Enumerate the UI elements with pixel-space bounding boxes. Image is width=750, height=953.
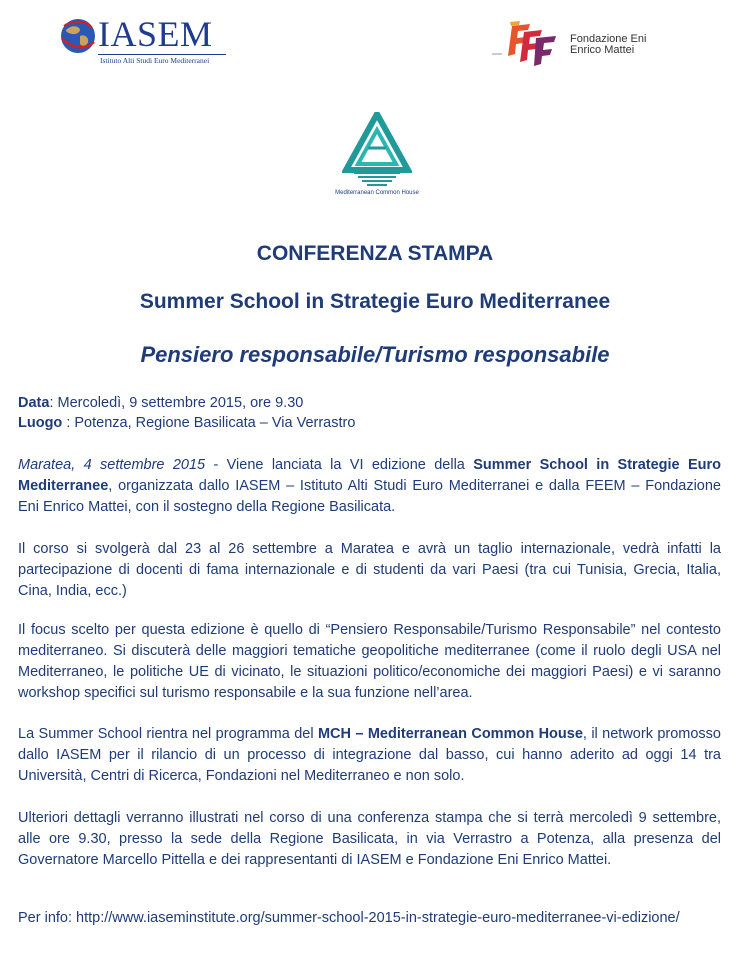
date-label: Data: [18, 395, 50, 411]
iasem-tagline: Istituto Alti Studi Euro Mediterranei: [100, 56, 210, 65]
paragraph-mch: [18, 724, 721, 787]
date-value: : Mercoledì, 9 settembre 2015, ore 9.30: [49, 395, 304, 411]
intro-text-a: - Viene lanciata la VI edizione della: [205, 457, 474, 473]
feem-logo: [490, 18, 670, 70]
paragraph-intro: [18, 455, 721, 518]
paragraph-course: Il corso si svolgerà dal 23 al 26 settembre a Maratea e avrà un taglio internazionale, vedrà infatti la partecipazione di docenti di fama internazionale e di studenti da vari Paesi (tra cui Tunisia, Grecia, Italia, Cina, India, ecc.): [18, 541, 721, 599]
mch-text-a: La Summer School rientra nel programma del: [18, 726, 318, 742]
place-line: [18, 413, 355, 433]
paragraph-info: [18, 908, 721, 929]
paragraph-press-conference: Ulteriori dettagli verranno illustrati nel corso di una conferenza stampa che si terrà mercoledì 9 settembre, alle ore 9.30, presso la sede della Regione Basilicata, in via Verrastro a Potenza, alla presenza del Governatore Marcello Pittella e dei rappresentanti di IASEM e Fondazione Eni Enrico Mattei.: [18, 810, 721, 868]
globe-icon: [58, 16, 98, 56]
iasem-wordmark: IASEM: [98, 14, 213, 54]
iasem-logo: [58, 14, 228, 65]
dateline: Maratea, 4 settembre 2015: [18, 457, 206, 473]
place-label: Luogo: [18, 415, 63, 431]
mch-logo: [332, 112, 422, 198]
info-label: Per info:: [18, 910, 72, 926]
document-subtitle: Summer School in Strategie Euro Mediterranee: [139, 290, 611, 313]
logo-rule: [98, 54, 226, 55]
info-link[interactable]: http://www.iaseminstitute.org/summer-school-2015-in-strategie-euro-mediterranee-vi-edizione/: [76, 910, 680, 926]
intro-text-b: , organizzata dallo IASEM – Istituto Alti Studi Euro Mediterranei e dalla FEEM – Fondazione Eni Enrico Mattei, con il sostegno della Regione Basilicata.: [18, 478, 721, 515]
feem-logo-text: [570, 34, 646, 56]
mch-caption: Mediterranean Common House: [335, 190, 419, 196]
document-theme: Pensiero responsabile/Turismo responsabile: [140, 342, 610, 367]
feem-line-1: Fondazione Eni: [570, 33, 647, 45]
mch-name: MCH – Mediterranean Common House: [317, 726, 583, 742]
summer-school-name: Summer School in Strategie Euro Mediterranee: [18, 457, 721, 494]
paragraph-focus: Il focus scelto per questa edizione è quello di “Pensiero Responsabile/Turismo Responsabile” nel contesto mediterraneo. Si discuterà delle maggiori tematiche geopolitiche mediterranee (come il ruolo degli USA nel Mediterraneo, le politiche UE di vicinato, le situazioni politico/economiche dei maggiori Paesi) e vi saranno workshop specifici sul turismo responsabile e la sua funzione nell’area.: [18, 622, 721, 701]
triangle-icon: [342, 112, 412, 188]
feem-mark-icon: [490, 18, 568, 68]
place-value: : Potenza, Regione Basilicata – Via Verrastro: [62, 415, 356, 431]
mch-text-b: , il network promosso dallo IASEM per il rilancio di un processo di integrazione dal basso, cui hanno aderito ad oggi 14 tra Università, Centri di Ricerca, Fondazioni nel Mediterraneo e non solo.: [18, 726, 722, 784]
date-line: [18, 393, 303, 413]
document-title: CONFERENZA STAMPA: [256, 242, 494, 265]
feem-line-2: Enrico Mattei: [570, 44, 635, 56]
